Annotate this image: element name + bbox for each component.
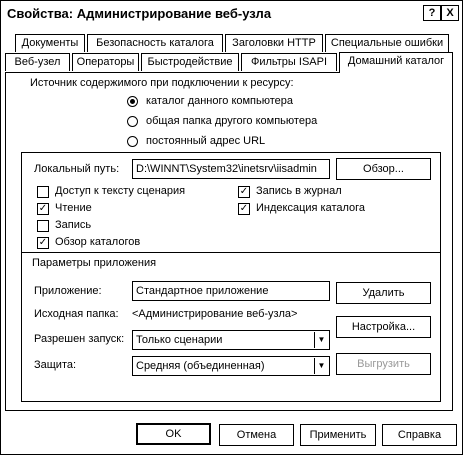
settings-group <box>21 152 441 402</box>
checkbox-log-visits[interactable]: ✓ <box>239 186 249 197</box>
tab-operators[interactable]: Операторы <box>72 53 139 71</box>
apply-button[interactable]: Применить <box>300 424 376 446</box>
chevron-down-icon[interactable]: ▼ <box>314 332 328 348</box>
local-path-label: Локальный путь: <box>34 163 120 175</box>
remove-button[interactable]: Удалить <box>336 282 431 304</box>
configure-button[interactable]: Настройка... <box>336 316 431 338</box>
app-params-label: Параметры приложения <box>32 257 157 269</box>
radio-url-label[interactable]: постоянный адрес URL <box>146 135 266 147</box>
checkbox-read-label[interactable]: Чтение <box>55 202 92 214</box>
help-button[interactable]: Справка <box>382 424 457 446</box>
checkbox-read[interactable]: ✓ <box>38 203 48 214</box>
cancel-button[interactable]: Отмена <box>219 424 294 446</box>
radio-local-dir[interactable] <box>127 96 138 107</box>
dialog-title: Свойства: Администрирование веб-узла <box>7 6 272 21</box>
tab-performance[interactable]: Быстродействие <box>141 53 239 71</box>
checkbox-script-source-label[interactable]: Доступ к тексту сценария <box>55 185 186 197</box>
protection-label: Защита: <box>34 359 77 371</box>
radio-url[interactable] <box>127 136 138 147</box>
checkbox-write-label[interactable]: Запись <box>55 219 92 231</box>
execute-permissions-value: Только сценарии <box>136 334 223 346</box>
tab-custom-errors[interactable]: Специальные ошибки <box>325 34 449 52</box>
ok-button[interactable]: OK <box>136 423 211 445</box>
unload-button[interactable]: Выгрузить <box>336 353 431 375</box>
tab-home-directory[interactable]: Домашний каталог <box>339 52 453 73</box>
checkbox-dir-browsing-label[interactable]: Обзор каталогов <box>55 236 141 248</box>
radio-local-dir-label[interactable]: каталог данного компьютера <box>146 95 294 107</box>
protection-select[interactable] <box>132 356 330 376</box>
app-name-label: Приложение: <box>34 285 102 297</box>
start-folder-label: Исходная папка: <box>34 308 119 320</box>
chevron-down-icon[interactable]: ▼ <box>314 358 328 374</box>
checkbox-log-visits-label[interactable]: Запись в журнал <box>256 185 342 197</box>
local-path-input[interactable]: D:\WINNT\System32\inetsrv\iisadmin <box>132 159 330 179</box>
home-directory-panel <box>5 72 453 411</box>
radio-share[interactable] <box>127 116 138 127</box>
app-name-input[interactable]: Стандартное приложение <box>132 281 330 301</box>
radio-share-label[interactable]: общая папка другого компьютера <box>146 115 318 127</box>
checkbox-write[interactable] <box>37 220 49 232</box>
tab-web-site[interactable]: Веб-узел <box>5 53 70 71</box>
separator <box>22 252 440 253</box>
start-folder-value: <Администрирование веб-узла> <box>132 308 298 320</box>
checkbox-index[interactable]: ✓ <box>239 203 249 214</box>
tab-isapi-filters[interactable]: Фильтры ISAPI <box>241 53 337 71</box>
protection-value: Средняя (объединенная) <box>136 360 265 372</box>
help-title-button[interactable]: ? <box>423 5 441 21</box>
tab-http-headers[interactable]: Заголовки HTTP <box>225 34 323 52</box>
close-title-button[interactable]: X <box>441 5 459 21</box>
checkbox-index-label[interactable]: Индексация каталога <box>256 202 366 214</box>
execute-permissions-select[interactable] <box>132 330 330 350</box>
tab-directory-security[interactable]: Безопасность каталога <box>87 34 223 52</box>
checkbox-script-source[interactable] <box>37 186 49 198</box>
tab-documents[interactable]: Документы <box>15 34 85 52</box>
browse-button[interactable]: Обзор... <box>336 158 431 180</box>
source-label: Источник содержимого при подключении к ресурсу: <box>30 77 294 89</box>
execute-permissions-label: Разрешен запуск: <box>34 333 125 345</box>
checkbox-dir-browsing[interactable]: ✓ <box>38 237 48 248</box>
